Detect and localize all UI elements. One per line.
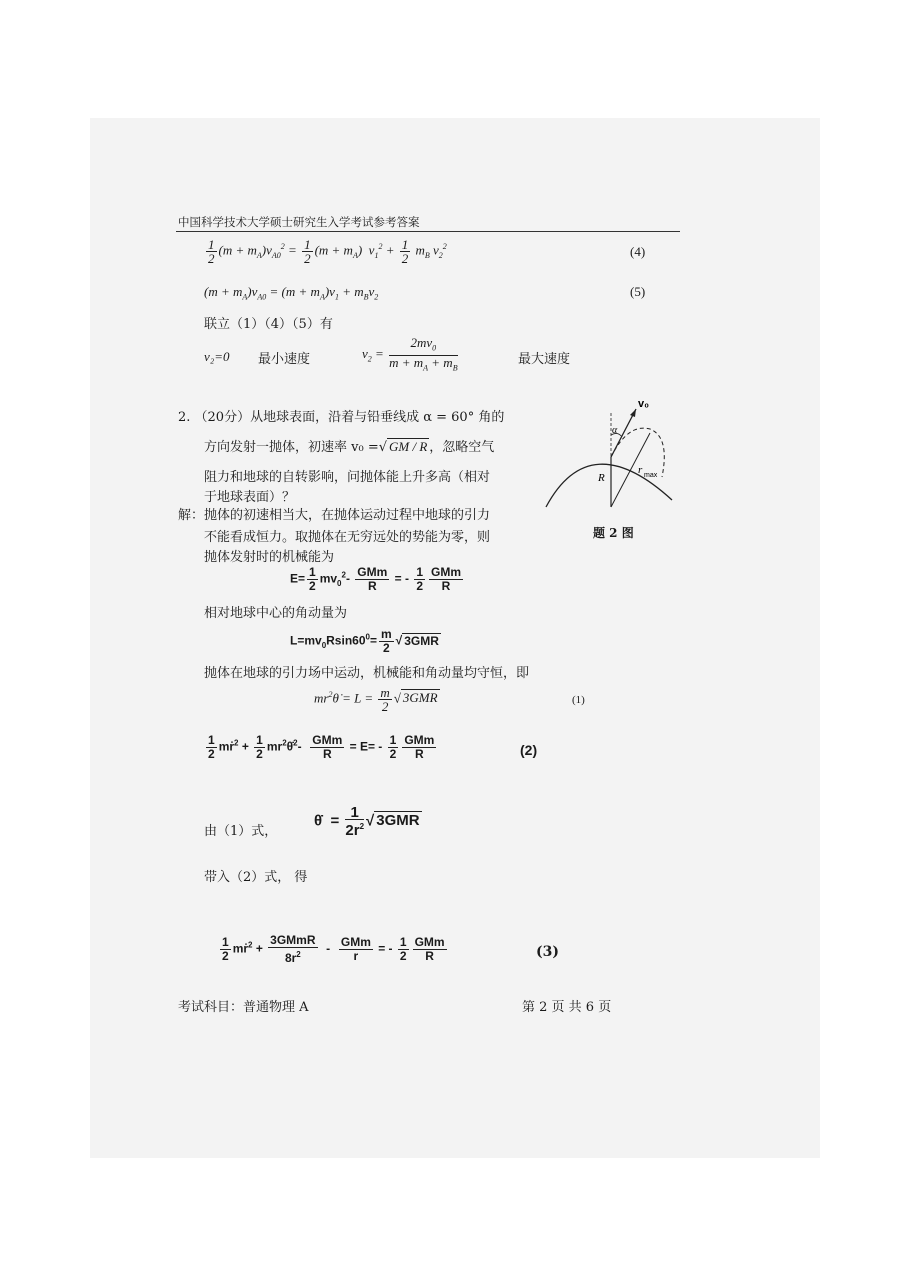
figure-caption: 题 2 图 bbox=[593, 526, 634, 540]
ang-momentum-text: 相对地球中心的角动量为 bbox=[204, 606, 348, 621]
eq-number-1: (1) bbox=[572, 694, 585, 706]
eq-number-5: (5) bbox=[630, 284, 646, 299]
sol-line2: 不能看成恒力。取抛体在无穷远处的势能为零，则 bbox=[204, 530, 491, 545]
rmax-sub: max bbox=[644, 472, 658, 479]
v2-zero: v₂=0 bbox=[204, 349, 230, 364]
equation-5: $(m + m_A)v_{A0} = (m + m_A)v_1 + m_Bv_2$ bbox=[204, 284, 379, 302]
from1-text: 由（1）式， bbox=[204, 824, 278, 839]
page-header: 中国科学技术大学硕士研究生入学考试参考答案 bbox=[178, 215, 420, 229]
figure-diagram bbox=[540, 395, 685, 515]
simultaneous-text: 联立（1）（4）（5）有 bbox=[204, 317, 333, 332]
v2-max-formula: $v_2$ = $\frac{2mv_0}{m + m_A + m_B}$ bbox=[362, 335, 458, 373]
alpha-label: α bbox=[612, 425, 618, 436]
conserve-text: 抛体在地球的引力场中运动，机械能和角动量均守恒，即 bbox=[204, 666, 530, 681]
q2-line4: 于地球表面）？ bbox=[204, 490, 296, 505]
rmax-line bbox=[611, 433, 650, 507]
q2-line2-c: ，忽略空气 bbox=[429, 440, 495, 455]
min-speed-label: 最小速度 bbox=[258, 352, 311, 367]
equation-2: $\frac{1}{2}$ mṙ$^2$ + $\frac{1}{2}$ $mr^2\thetȧ^2-$ $\frac{\text{GMm}}{R}$ = E= - $\frac{1}{2}$ $\frac{\text{GMm}}{R}$ bbox=[208, 733, 435, 761]
equation-3: $\frac{1}{2}$ mṙ$^2$ + $\frac{\text{3GMmR}}{8r^2}$ - $\frac{\text{GMm}}{r}$ = - $\frac{1}{2}$ $\frac{\text{GMm}}{R}$ bbox=[222, 933, 445, 965]
footer-page: 第 2 页 共 6 页 bbox=[522, 1000, 612, 1015]
footer-subject: 考试科目：普通物理 A bbox=[178, 1000, 309, 1015]
sol-line3: 抛体发射时的机械能为 bbox=[204, 550, 335, 565]
q2-line1: 2. （20分）从地球表面，沿着与铅垂线成 α = 60° 角的 bbox=[178, 410, 505, 425]
sqrt-symbol: √ bbox=[378, 440, 388, 455]
eq-number-3: (3) bbox=[536, 944, 559, 960]
max-speed-label: 最大速度 bbox=[518, 352, 571, 367]
sol-line1: 解：抛体的初速相当大，在抛体运动过程中地球的引力 bbox=[178, 508, 491, 523]
q2-line2 bbox=[204, 436, 494, 455]
q2-line2-b: GM / R bbox=[389, 439, 428, 454]
R-label: R bbox=[598, 472, 605, 484]
sub2-text: 带入（2）式， 得 bbox=[204, 870, 308, 885]
header-rule bbox=[176, 231, 680, 232]
rmax-label: r bbox=[638, 464, 643, 476]
theta-dot-equation: θ̇ = $\frac{1}{2r^2}$ √ 3GMR bbox=[314, 804, 420, 839]
v0-label: v₀ bbox=[638, 398, 650, 410]
q2-line2-a: 方向发射一抛体，初速率 v₀ = bbox=[204, 440, 379, 455]
q2-line3: 阻力和地球的自转影响，问抛体能上升多高（相对 bbox=[204, 470, 491, 485]
arrow-head-icon bbox=[630, 409, 636, 417]
equation-4: $\frac{1}{2}$ $(m + m_A)v_{A0}^2$ = $\frac{1}{2}$ $(m + m_A)$ $v_1^2$ + $\frac{1}{2}$ $m_B$ $v_2^2$ bbox=[208, 237, 447, 266]
eq-number-4: (4) bbox=[630, 244, 646, 259]
energy-equation: E= $\frac{1}{2}$ $mv_0^2-$ $\frac{\text{GMm}}{R}$ = - $\frac{1}{2}$ $\frac{\text{GMm}}{R}$ bbox=[290, 565, 461, 593]
equation-1: $mr^2\thetȧ = L$ = $\frac{m}{2}$ √ 3GMR bbox=[314, 685, 438, 714]
earth-arc bbox=[546, 464, 672, 507]
eq-number-2: (2) bbox=[520, 742, 538, 758]
angular-momentum-equation: $L=mv_0Rsin60^0=$ $\frac{m}{2}$ √ 3GMR bbox=[290, 627, 439, 655]
